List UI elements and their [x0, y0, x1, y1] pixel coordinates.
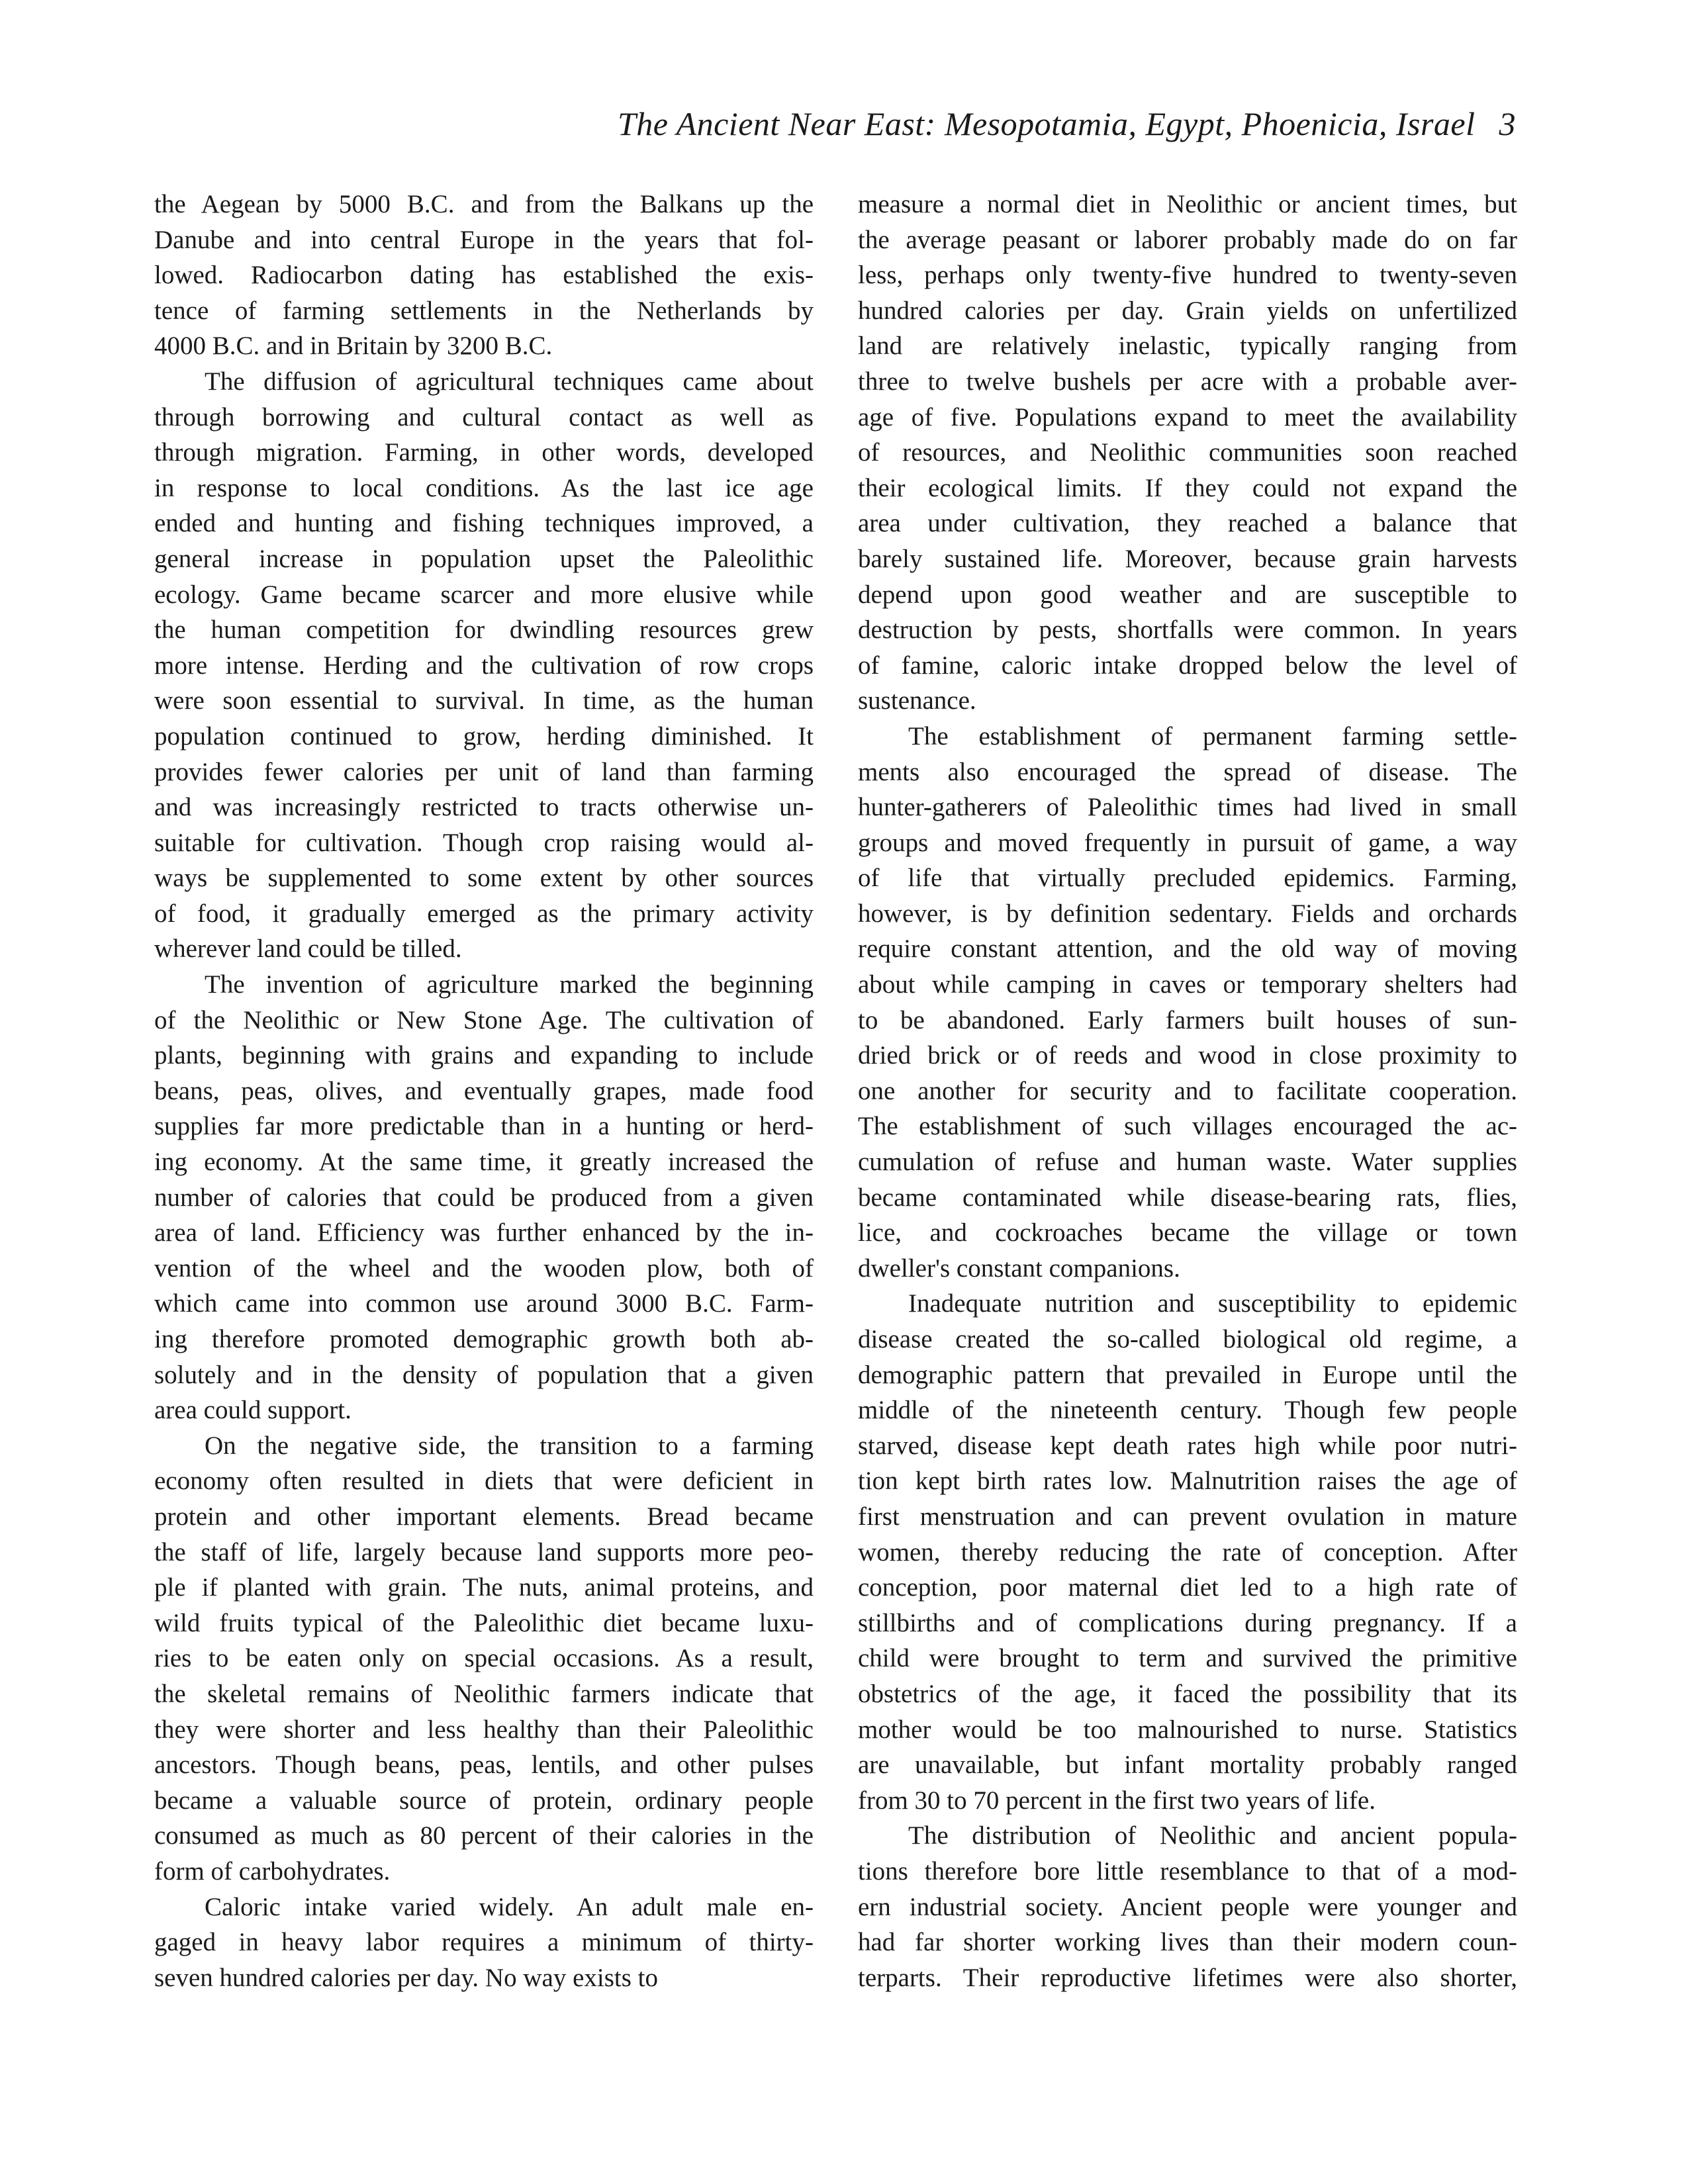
running-head [596, 105, 1516, 143]
text-line: terparts. Their reproductive lifetimes were also shorter, [858, 1963, 1517, 1992]
page-number: 3 [1499, 105, 1516, 142]
text-line: protein and other important elements. Bread became [154, 1502, 814, 1531]
text-line: The establishment of such villages encouraged the ac- [858, 1112, 1517, 1141]
text-line: area under cultivation, they reached a balance that [858, 509, 1517, 538]
text-line: On the negative side, the transition to a farming [205, 1431, 814, 1460]
text-line: lice, and cockroaches became the village or town [858, 1218, 1517, 1248]
text-line: Inadequate nutrition and susceptibility to epidemic [908, 1289, 1517, 1318]
text-line: through borrowing and cultural contact as well as [154, 402, 814, 432]
text-line: of food, it gradually emerged as the primary activity [154, 899, 814, 928]
text-line: measure a normal diet in Neolithic or ancient times, but [858, 190, 1517, 218]
text-line: tions therefore bore little resemblance to that of a mod- [858, 1856, 1517, 1886]
text-line: of famine, caloric intake dropped below the level of [858, 651, 1517, 680]
text-line: the average peasant or laborer probably made do on far [858, 225, 1517, 254]
text-line: cumulation of refuse and human waste. Water supplies [858, 1148, 1517, 1177]
text-line: number of calories that could be produced from a given [154, 1183, 814, 1212]
text-line: vention of the wheel and the wooden plow, both of [154, 1253, 814, 1283]
text-line: seven hundred calories per day. No way exists to [154, 1963, 658, 1992]
text-line: were soon essential to survival. In time, as the human [154, 686, 814, 715]
text-line: of the Neolithic or New Stone Age. The cultivation of [154, 1005, 814, 1034]
text-line: beans, peas, olives, and eventually grapes, made food [154, 1076, 814, 1105]
text-line: The distribution of Neolithic and ancient popula- [908, 1821, 1517, 1850]
text-line: require constant attention, and the old way of moving [858, 934, 1517, 964]
text-line: population continued to grow, herding diminished. It [154, 721, 814, 751]
text-line: general increase in population upset the Paleolithic [154, 544, 814, 573]
text-line: land are relatively inelastic, typically ranging from [858, 332, 1517, 361]
text-line: about while camping in caves or temporary shelters had [858, 970, 1517, 999]
text-line: more intense. Herding and the cultivation of row crops [154, 651, 814, 680]
text-line: The establishment of permanent farming settle- [908, 721, 1517, 751]
text-line: hunter-gatherers of Paleolithic times had lived in small [858, 793, 1517, 822]
text-line: provides fewer calories per unit of land than farming [154, 757, 814, 786]
text-line: to be abandoned. Early farmers built houses of sun- [858, 1005, 1517, 1034]
text-line: Danube and into central Europe in the years that fol- [154, 225, 814, 254]
text-line: dweller's constant companions. [858, 1253, 1180, 1283]
text-line: ments also encouraged the spread of disease. The [858, 757, 1517, 786]
text-line: depend upon good weather and are susceptible to [858, 580, 1517, 609]
text-line: however, is by definition sedentary. Fields and orchards [858, 899, 1517, 928]
text-line: consumed as much as 80 percent of their calories in the [154, 1821, 814, 1850]
text-line: ries to be eaten only on special occasions. As a result, [154, 1644, 814, 1673]
text-line: their ecological limits. If they could not expand the [858, 473, 1517, 502]
text-line: plants, beginning with grains and expanding to include [154, 1041, 814, 1070]
text-line: tion kept birth rates low. Malnutrition raises the age of [858, 1467, 1517, 1496]
text-line: area of land. Efficiency was further enhanced by the in- [154, 1218, 814, 1248]
text-line: ing therefore promoted demographic growth both ab- [154, 1325, 814, 1353]
text-line: ern industrial society. Ancient people were younger and [858, 1892, 1517, 1921]
text-line: child were brought to term and survived the primitive [858, 1644, 1517, 1673]
text-line: form of carbohydrates. [154, 1856, 391, 1886]
text-line: ing economy. At the same time, it greatly increased the [154, 1148, 814, 1177]
text-line: they were shorter and less healthy than their Paleolithic [154, 1715, 814, 1744]
text-line: in response to local conditions. As the last ice age [154, 473, 814, 502]
text-line: ended and hunting and fishing techniques improved, a [154, 509, 814, 538]
left-column [154, 187, 814, 1995]
text-line: of life that virtually precluded epidemics. Farming, [858, 864, 1517, 893]
text-line: middle of the nineteenth century. Though few people [858, 1396, 1517, 1425]
text-line: one another for security and to facilitate cooperation. [858, 1076, 1517, 1105]
text-line: wherever land could be tilled. [154, 934, 462, 964]
text-line: mother would be too malnourished to nurse. Statistics [858, 1715, 1517, 1744]
text-line: the skeletal remains of Neolithic farmers indicate that [154, 1679, 814, 1708]
text-line: women, thereby reducing the rate of conception. After [858, 1537, 1517, 1567]
text-line: ple if planted with grain. The nuts, animal proteins, and [154, 1573, 814, 1602]
text-line: starved, disease kept death rates high while poor nutri- [858, 1431, 1517, 1460]
text-line: through migration. Farming, in other words, developed [154, 438, 814, 467]
text-line: tence of farming settlements in the Netherlands by [154, 296, 814, 325]
text-line: first menstruation and can prevent ovulation in mature [858, 1502, 1517, 1531]
text-line: area could support. [154, 1396, 352, 1425]
text-line: ancestors. Though beans, peas, lentils, and other pulses [154, 1751, 814, 1780]
running-title: The Ancient Near East: Mesopotamia, Egypt, Phoenicia, Israel [617, 105, 1476, 142]
text-line: barely sustained life. Moreover, because grain harvests [858, 544, 1517, 573]
text-line: ecology. Game became scarcer and more elusive while [154, 580, 814, 609]
text-line: demographic pattern that prevailed in Europe until the [858, 1360, 1517, 1389]
text-line: obstetrics of the age, it faced the possibility that its [858, 1679, 1517, 1708]
text-line: from 30 to 70 percent in the first two years of life. [858, 1786, 1376, 1815]
text-line: ways be supplemented to some extent by other sources [154, 864, 814, 893]
text-line: the Aegean by 5000 B.C. and from the Balkans up the [154, 190, 814, 218]
text-line: groups and moved frequently in pursuit of game, a way [858, 828, 1517, 857]
text-line: age of five. Populations expand to meet the availability [858, 402, 1517, 432]
text-line: 4000 B.C. and in Britain by 3200 B.C. [154, 332, 553, 361]
text-line: three to twelve bushels per acre with a probable aver- [858, 367, 1517, 396]
text-line: the staff of life, largely because land supports more peo- [154, 1537, 814, 1567]
text-line: are unavailable, but infant mortality probably ranged [858, 1751, 1517, 1780]
text-line: became contaminated while disease-bearing rats, flies, [858, 1183, 1517, 1212]
text-line: sustenance. [858, 686, 976, 715]
text-line: economy often resulted in diets that were deficient in [154, 1467, 814, 1496]
text-line: solutely and in the density of population that a given [154, 1360, 814, 1389]
text-line: had far shorter working lives than their modern coun- [858, 1928, 1517, 1957]
text-line: of resources, and Neolithic communities soon reached [858, 438, 1517, 467]
right-column [858, 187, 1517, 1995]
text-line: The invention of agriculture marked the beginning [205, 970, 814, 999]
text-line: destruction by pests, shortfalls were common. In years [858, 615, 1517, 645]
text-line: The diffusion of agricultural techniques came about [205, 367, 814, 396]
text-line: gaged in heavy labor requires a minimum of thirty- [154, 1928, 814, 1957]
text-line: supplies far more predictable than in a hunting or herd- [154, 1112, 814, 1141]
text-line: hundred calories per day. Grain yields on unfertilized [858, 296, 1517, 325]
text-line: lowed. Radiocarbon dating has established the exis- [154, 261, 814, 290]
text-line: dried brick or of reeds and wood in close proximity to [858, 1041, 1517, 1070]
text-line: disease created the so-called biological old regime, a [858, 1325, 1517, 1353]
text-line: and was increasingly restricted to tracts otherwise un- [154, 793, 814, 822]
text-line: conception, poor maternal diet led to a high rate of [858, 1573, 1517, 1602]
text-line: suitable for cultivation. Though crop raising would al- [154, 828, 814, 857]
text-line: became a valuable source of protein, ordinary people [154, 1786, 814, 1815]
text-line: which came into common use around 3000 B.C. Farm- [154, 1289, 814, 1318]
text-line: stillbirths and of complications during pregnancy. If a [858, 1608, 1517, 1637]
text-line: the human competition for dwindling resources grew [154, 615, 814, 645]
text-line: wild fruits typical of the Paleolithic diet became luxu- [154, 1608, 814, 1637]
text-line: less, perhaps only twenty-five hundred to twenty-seven [858, 261, 1517, 290]
text-line: Caloric intake varied widely. An adult male en- [205, 1892, 814, 1921]
